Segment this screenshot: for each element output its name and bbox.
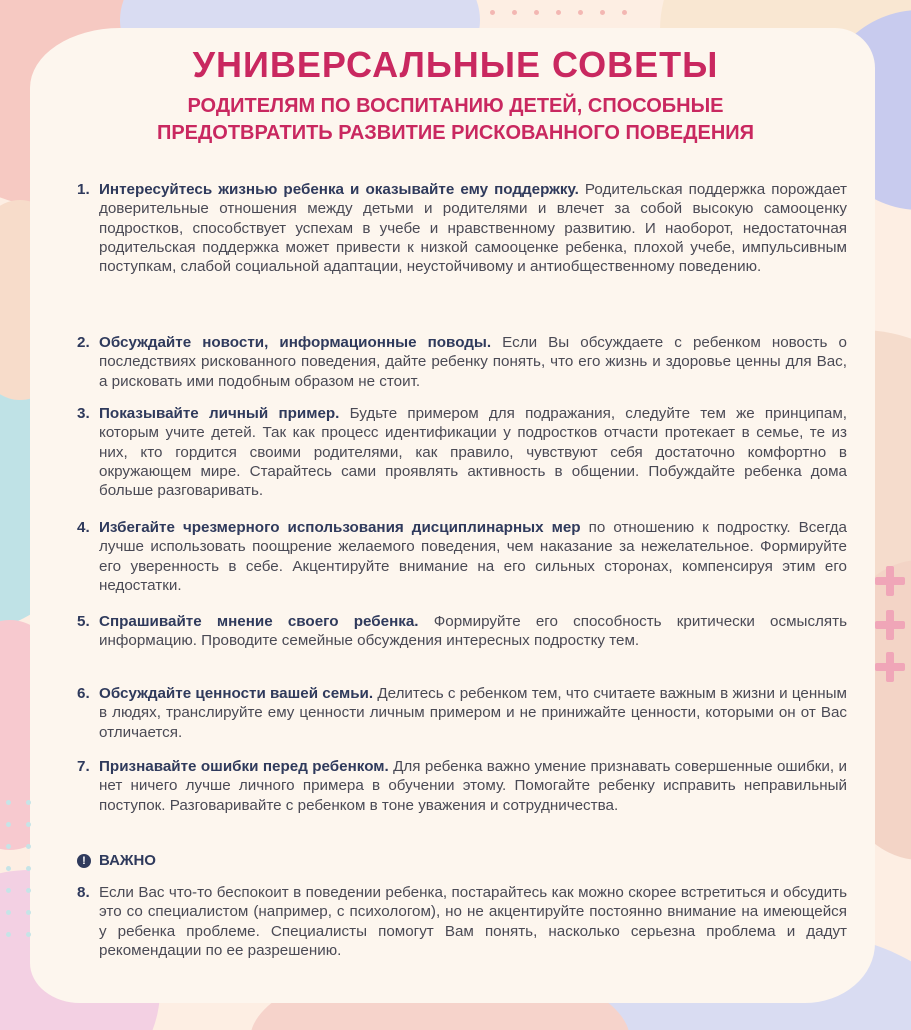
tip-heading: Обсуждайте новости, информационные поводы. [99, 334, 492, 351]
important-heading [77, 852, 156, 869]
tip-number: 8. [77, 884, 90, 901]
tip-item [77, 518, 847, 595]
tip-text: Родительская поддержка порождает доверительные отношения между детьми и родителями и влечет за собой высокую самооценку подростков, способствует успехам в учебе и нравственному развитию. И наоборот, недостаточная родительская поддержка может привести к низкой самооценке ребенка, плохой учебе, импульсивным поступкам, слабой социальной адаптации, неустойчивому и антиобщественному поведению. [99, 181, 847, 276]
tip-number: 6. [77, 685, 90, 702]
tip-number: 7. [77, 758, 90, 775]
tip-item [77, 612, 847, 651]
tip-text: по отношению к подростку. Всегда лучше использовать поощрение желаемого поведения, чем наказание за нежелательное. Формируйте его уверенность в себе. Акцентируйте внимание на его сильных сторонах, компенсируя этим его недостатки. [99, 519, 847, 594]
tip-text: Делитесь с ребенком тем, что считаете важным в жизни и ценным в людях, транслируйте ему ценности личным примером и не принижайте ценности, которыми он от Вас отличается. [99, 685, 847, 741]
tip-text: Для ребенка важно умение признавать совершенные ошибки, и нет ничего лучше личного примера в обучении этому. Помогайте ребенку исправить неправильный поступок. Разговаривайте с ребенком в тоне уважения и сотрудничества. [99, 758, 847, 814]
tip-text: Будьте примером для подражания, следуйте тем же принципам, которым учите детей. Так как процесс идентификации у подростков отчасти протекает в семье, те из них, кто гордится своими родителями, как правило, чувствуют себя достаточно комфортно в окружающем мире. Старайтесь сами проявлять активность в общении. Побуждайте ребенка дома больше разговаривать. [99, 405, 847, 500]
tip-number: 1. [77, 181, 90, 198]
tip-item [77, 180, 847, 276]
tip-number: 5. [77, 613, 90, 630]
tip-number: 2. [77, 334, 90, 351]
tip-text: Если Вас что-то беспокоит в поведении ребенка, постарайтесь как можно скорее встретиться и обсудить это со специалистом (например, с психологом), но не акцентируйте постоянно внимание на имеющейся у ребенка проблеме. Специалисты помогут Вам понять, насколько серьезна проблема и дадут рекомендации по ее разрешению. [99, 884, 847, 959]
tip-item [77, 757, 847, 815]
tip-number: 3. [77, 405, 90, 422]
tip-text: Если Вы обсуждаете с ребенком новость о последствиях рискованного поведения, дайте ребенку понять, что его жизнь и здоровье ценны для Вас, а рисковать ими подобным образом не стоит. [99, 334, 847, 390]
tip-item [77, 883, 847, 960]
tip-text: Формируйте его способность критически осмыслять информацию. Проводите семейные обсуждения интересных подростку тем. [99, 613, 847, 650]
tip-item [77, 404, 847, 500]
page-subtitle-line-1: РОДИТЕЛЯМ ПО ВОСПИТАНИЮ ДЕТЕЙ, СПОСОБНЫЕ [187, 95, 724, 117]
important-label: ВАЖНО [99, 852, 156, 869]
exclamation-icon: ! [77, 854, 91, 868]
tip-heading: Спрашивайте мнение своего ребенка. [99, 613, 419, 630]
page-subtitle-line-2: ПРЕДОТВРАТИТЬ РАЗВИТИЕ РИСКОВАННОГО ПОВЕДЕНИЯ [156, 122, 755, 144]
tip-item [77, 684, 847, 742]
tip-number: 4. [77, 519, 90, 536]
tip-heading: Показывайте личный пример. [99, 405, 340, 422]
page-title: УНИВЕРСАЛЬНЫЕ СОВЕТЫ [192, 44, 719, 85]
tip-heading: Избегайте чрезмерного использования дисциплинарных мер [99, 519, 581, 536]
tip-heading: Признавайте ошибки перед ребенком. [99, 758, 389, 775]
tip-item [77, 333, 847, 391]
tip-heading: Обсуждайте ценности вашей семьи. [99, 685, 374, 702]
tip-heading: Интересуйтесь жизнью ребенка и оказывайте ему поддержку. [99, 181, 579, 198]
